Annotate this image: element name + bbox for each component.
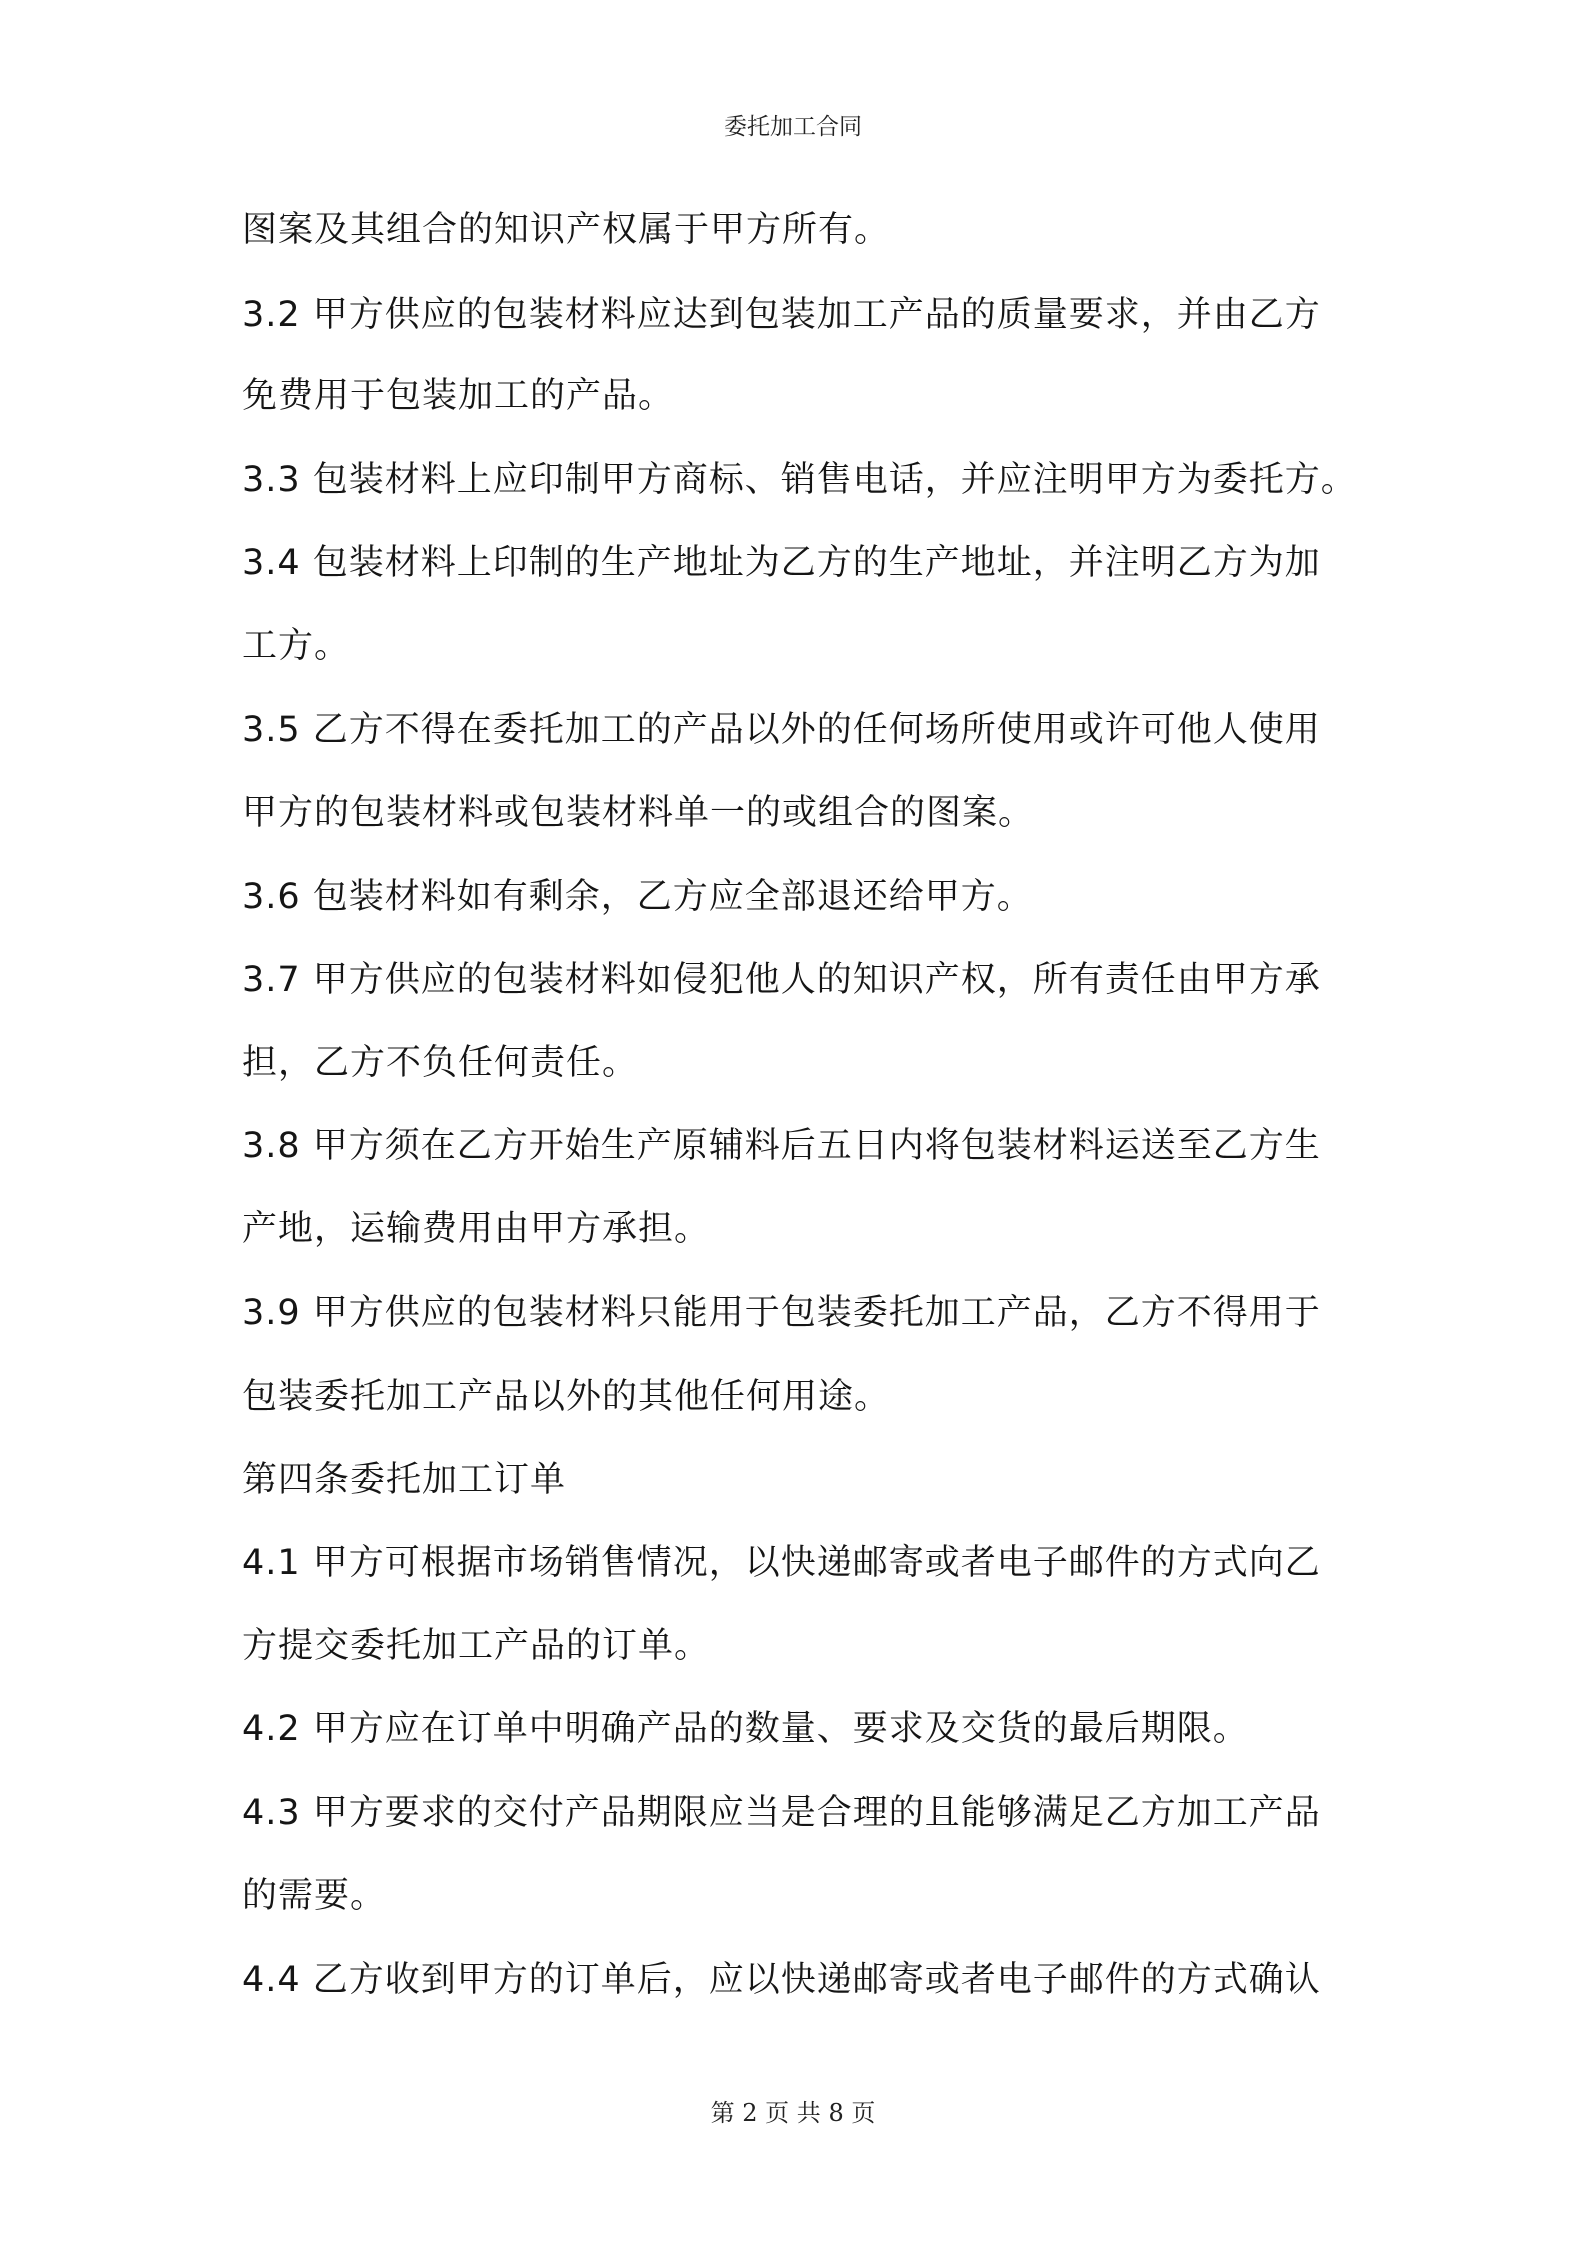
body-text-line: 3.6 包装材料如有剩余，乙方应全部退还给甲方。 (242, 877, 1033, 917)
body-text-line: 的需要。 (242, 1876, 387, 1916)
body-text-line: 3.3 包装材料上应印制甲方商标、销售电话，并应注明甲方为委托方。 (242, 460, 1357, 500)
body-text-line: 免费用于包装加工的产品。 (242, 376, 675, 416)
body-text-line: 产地，运输费用由甲方承担。 (242, 1209, 711, 1249)
body-text-line: 4.3 甲方要求的交付产品期限应当是合理的且能够满足乙方加工产品 (242, 1793, 1321, 1833)
section-heading: 第四条委托加工订单 (242, 1460, 567, 1500)
body-text-line: 包装委托加工产品以外的其他任何用途。 (242, 1377, 891, 1417)
body-text-line: 担，乙方不负任何责任。 (242, 1043, 639, 1083)
body-text-line: 4.2 甲方应在订单中明确产品的数量、要求及交货的最后期限。 (242, 1709, 1249, 1749)
body-text-line: 4.4 乙方收到甲方的订单后，应以快递邮寄或者电子邮件的方式确认 (242, 1960, 1321, 2000)
body-text-line: 3.8 甲方须在乙方开始生产原辅料后五日内将包装材料运送至乙方生 (242, 1126, 1321, 1166)
body-text-line: 3.5 乙方不得在委托加工的产品以外的任何场所使用或许可他人使用 (242, 710, 1321, 750)
body-text-line: 3.4 包装材料上印制的生产地址为乙方的生产地址，并注明乙方为加 (242, 543, 1321, 583)
page-number-footer: 第 2 页 共 8 页 (710, 2099, 876, 2127)
body-text-line: 3.9 甲方供应的包装材料只能用于包装委托加工产品，乙方不得用于 (242, 1293, 1321, 1333)
body-text-line: 4.1 甲方可根据市场销售情况，以快递邮寄或者电子邮件的方式向乙 (242, 1543, 1321, 1583)
body-text-line: 工方。 (242, 626, 351, 666)
body-text-line: 图案及其组合的知识产权属于甲方所有。 (242, 210, 891, 250)
running-header-title: 委托加工合同 (724, 114, 862, 140)
body-text-line: 甲方的包装材料或包装材料单一的或组合的图案。 (242, 793, 1035, 833)
body-text-line: 方提交委托加工产品的订单。 (242, 1626, 711, 1666)
body-text-line: 3.7 甲方供应的包装材料如侵犯他人的知识产权，所有责任由甲方承 (242, 960, 1321, 1000)
body-text-line: 3.2 甲方供应的包装材料应达到包装加工产品的质量要求，并由乙方 (242, 295, 1321, 335)
